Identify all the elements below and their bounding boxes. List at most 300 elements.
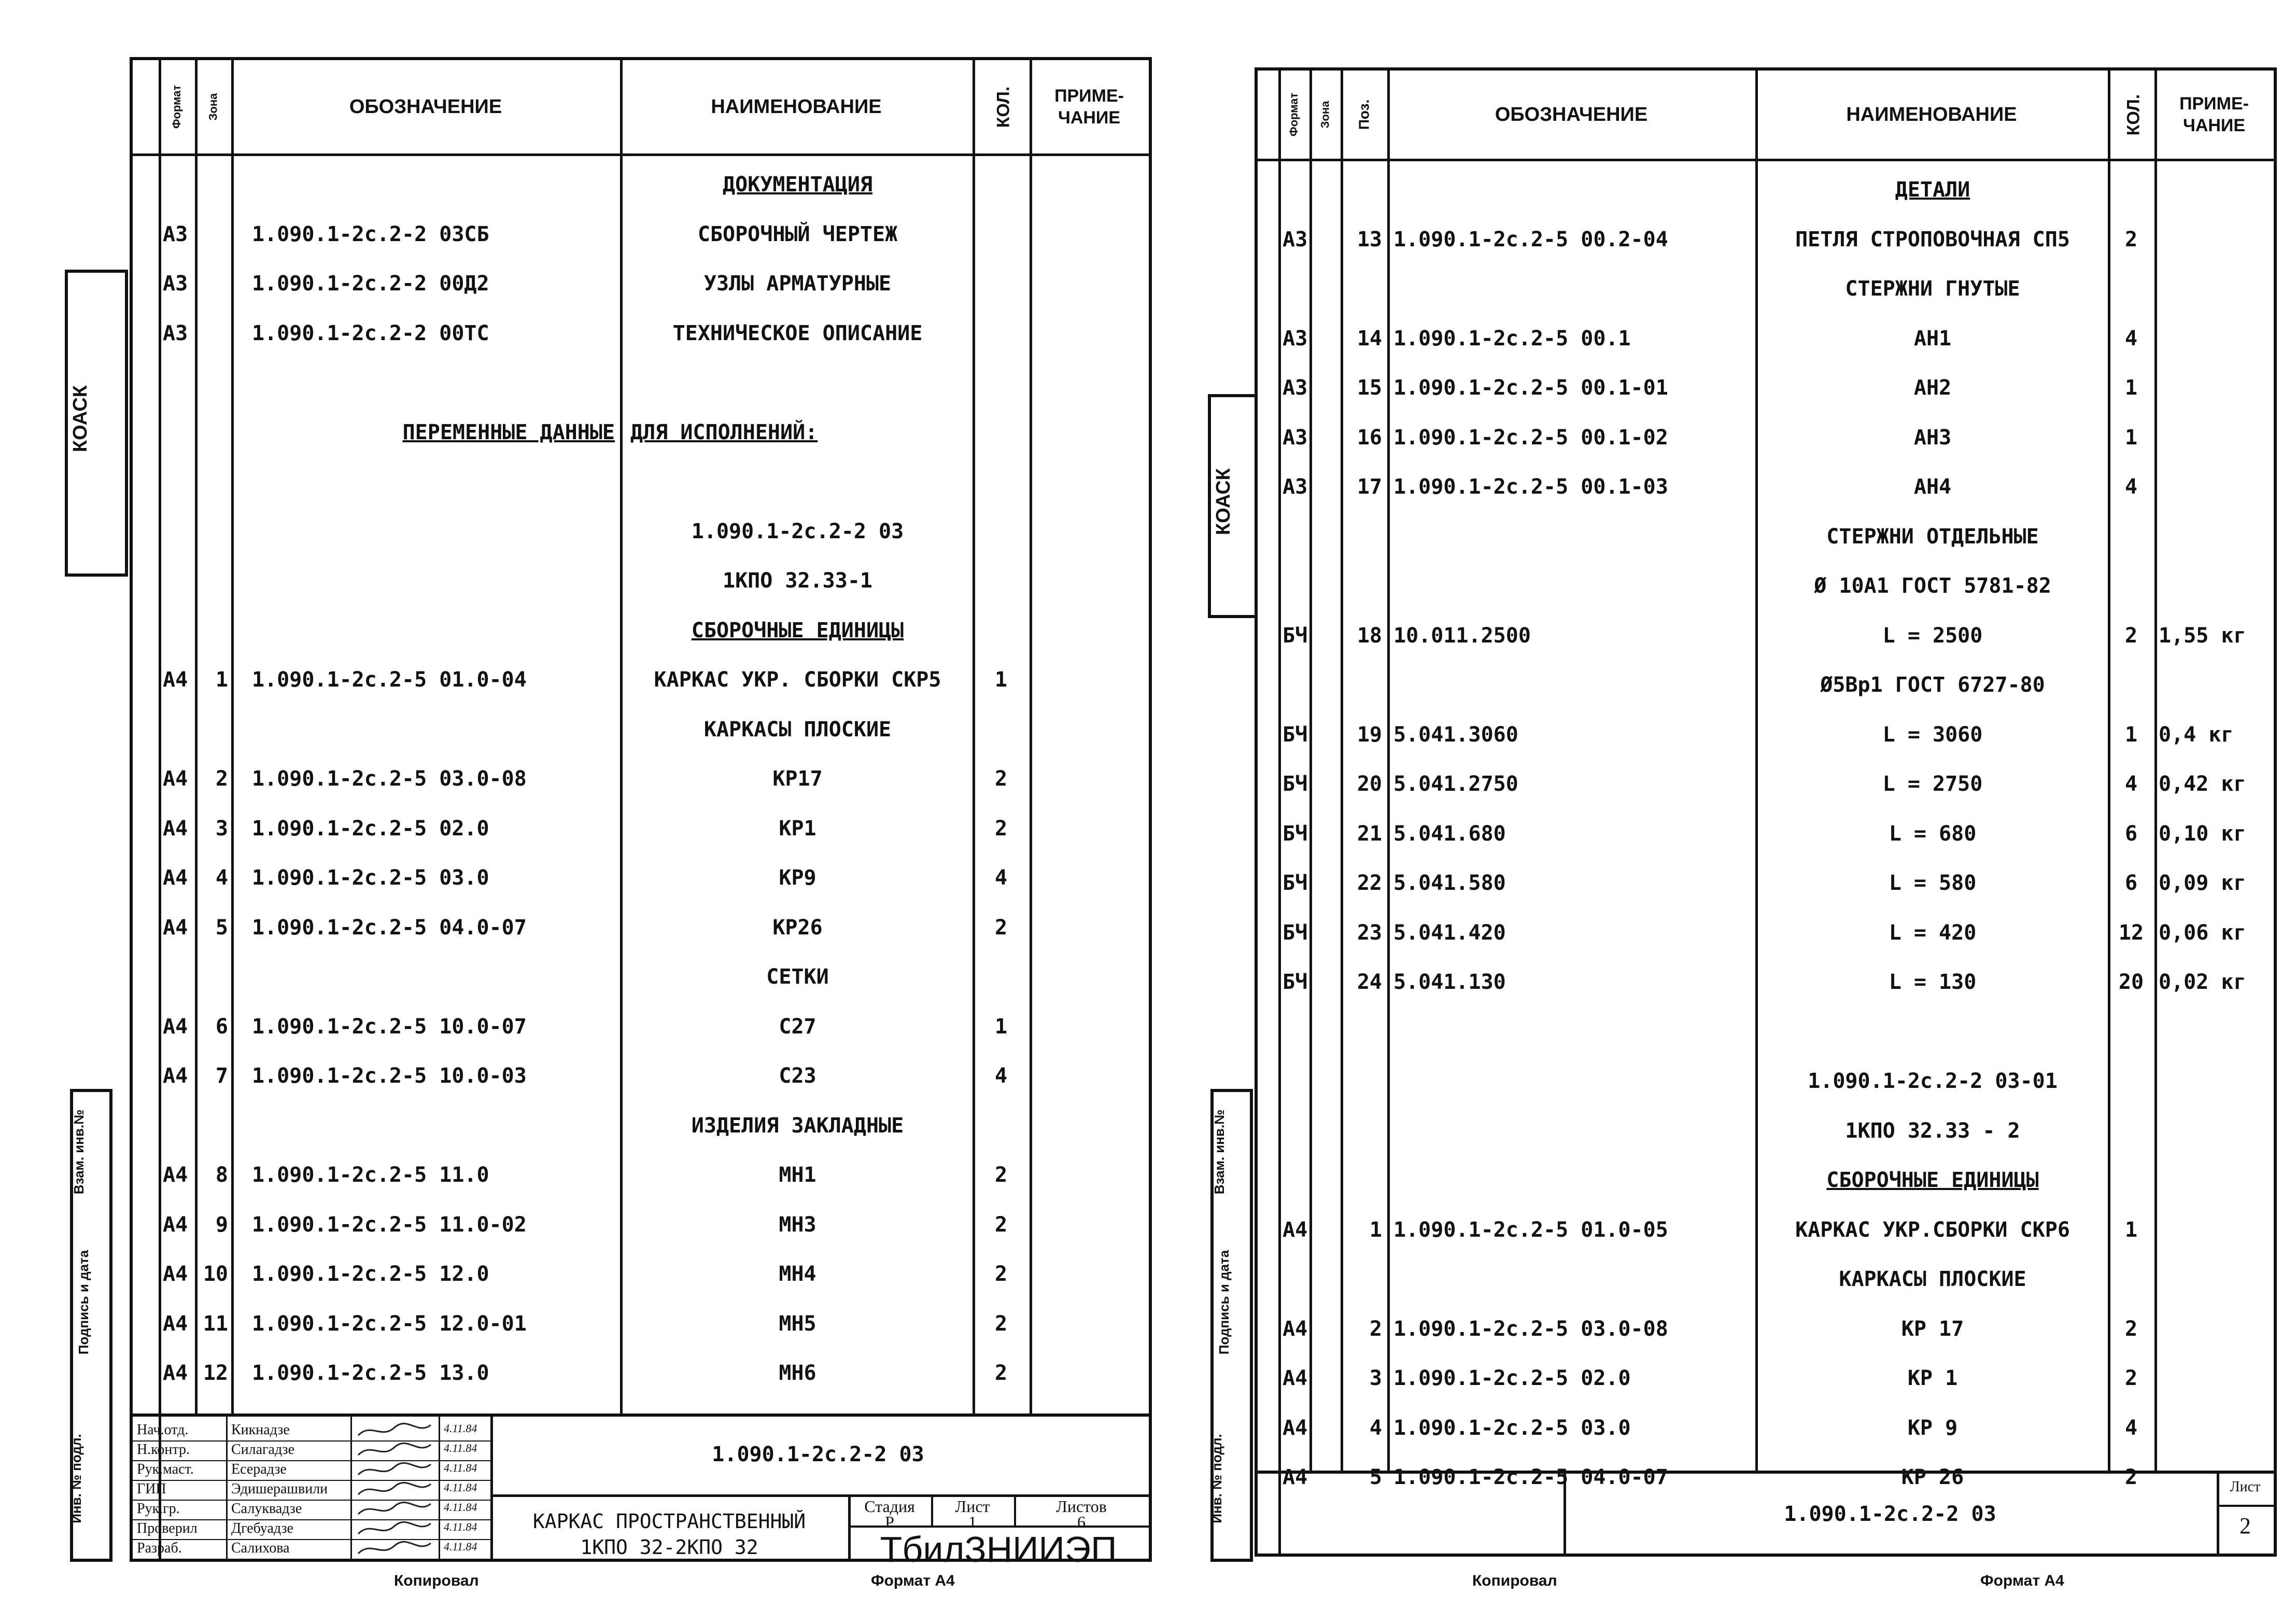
right-cell-pos: 4: [1369, 1416, 1382, 1440]
right-cell-note: 0,42 кг: [2159, 772, 2246, 796]
left-cell-name: МН3: [779, 1212, 816, 1237]
right-cell-note: 0,4 кг: [2159, 722, 2234, 747]
right-cell-qty: [2110, 1060, 2152, 1102]
left-stamp-sheet-label: Лист: [955, 1497, 990, 1516]
right-cell-fmt: [1283, 169, 1314, 211]
table-row: [133, 1105, 1149, 1146]
left-cell-code: 1.090.1-2с.2-5 12.0: [252, 1262, 489, 1286]
right-cell-fmt: БЧ: [1283, 970, 1308, 994]
table-row: [1258, 1060, 2274, 1102]
left-header-qty: КОЛ.: [993, 86, 1013, 128]
right-cell-code: 1.090.1-2с.2-5 01.0-05: [1393, 1218, 1668, 1242]
right-cell-fmt: [1283, 1060, 1314, 1102]
table-row: [133, 659, 1149, 701]
right-cell-name: АН4: [1913, 475, 1952, 499]
right-cell-code: [1393, 516, 1751, 557]
table-row: [133, 1055, 1149, 1097]
stamp-row-rule: [133, 1559, 490, 1560]
table-row: [133, 1006, 1149, 1047]
right-cell-pos: 3: [1369, 1366, 1382, 1390]
left-cell-qty: 2: [994, 1311, 1008, 1336]
right-cell-pos: 2: [1369, 1317, 1382, 1341]
stamp-person-role: Рук.гр.: [137, 1501, 180, 1517]
right-cell-fmt: [1283, 268, 1314, 310]
right-cell-qty: [2110, 664, 2152, 706]
left-cell-name: МН6: [779, 1361, 816, 1385]
stamp-person-name: Дгебуадзе: [231, 1520, 293, 1536]
right-cell-qty: 1: [2124, 722, 2138, 747]
left-cell-note: [1035, 1006, 1144, 1047]
stamp-person-role: Н.контр.: [137, 1442, 190, 1458]
right-cell-qty: 4: [2124, 326, 2138, 351]
right-cell-qty: 2: [2124, 227, 2138, 251]
right-cell-name: СБОРОЧНЫЕ ЕДИНИЦЫ: [1826, 1168, 2039, 1192]
table-row: [1258, 318, 2274, 359]
left-cell-fmt: А4: [163, 1064, 188, 1088]
left-cell-code: [252, 164, 615, 205]
right-cell-qty: [2110, 1011, 2152, 1053]
left-cell-fmt: А4: [163, 866, 188, 890]
right-cell-qty: 4: [2124, 475, 2138, 499]
left-side-koask-box: [65, 270, 128, 577]
right-cell-qty: 1: [2124, 376, 2138, 400]
left-cell-code: [252, 956, 615, 998]
left-cell-pos: [196, 610, 228, 651]
right-cell-note: [2159, 1258, 2270, 1300]
left-cell-qty: 2: [994, 816, 1008, 841]
left-cell-code: 1.090.1-2с.2-5 03.0: [252, 866, 489, 890]
right-cell-fmt: А3: [1283, 425, 1308, 450]
table-row: [133, 758, 1149, 800]
right-cell-pos: 14: [1357, 326, 1382, 351]
right-cell-fmt: А3: [1283, 326, 1308, 351]
right-sheet-frame: [1255, 67, 2277, 1557]
left-cell-name: КР9: [779, 866, 816, 890]
left-cell-fmt: А4: [163, 1163, 188, 1187]
table-row: [133, 808, 1149, 849]
right-cell-pos: [1314, 1011, 1382, 1053]
left-cell-pos: 8: [215, 1163, 228, 1187]
right-header-zone: Зона: [1318, 101, 1331, 129]
stamp-person-role: Разраб.: [137, 1540, 182, 1556]
left-cell-code: 1.090.1-2с.2-5 03.0-08: [252, 767, 527, 791]
right-cell-name: L = 420: [1889, 920, 1977, 945]
stamp-person-date: 4.11.84: [444, 1481, 477, 1494]
left-cell-code: ПЕРЕМЕННЫЕ ДАННЫЕ: [402, 420, 615, 444]
stamp-person-name: Силагадзе: [231, 1442, 295, 1458]
left-cell-code: 1.090.1-2с.2-5 11.0: [252, 1163, 489, 1187]
left-cell-name: МН1: [779, 1163, 816, 1187]
right-cell-fmt: А4: [1283, 1416, 1308, 1440]
right-cell-pos: 24: [1357, 970, 1382, 994]
left-cell-note: [1035, 1253, 1144, 1295]
left-cell-code: 1.090.1-2с.2-5 10.0-03: [252, 1064, 527, 1088]
left-cell-pos: [196, 263, 228, 304]
table-row: [1258, 862, 2274, 904]
table-row: [133, 263, 1149, 304]
right-cell-name: ДЕТАЛИ: [1895, 178, 1970, 202]
right-stamp-doc-code: 1.090.1-2с.2-2 03: [1784, 1502, 1996, 1526]
table-row: [133, 1204, 1149, 1246]
left-cell-fmt: А3: [163, 272, 188, 296]
right-cell-pos: 19: [1357, 722, 1382, 747]
right-footer-copied: Копировал: [1472, 1572, 1557, 1589]
right-cell-name: L = 2500: [1882, 623, 1983, 648]
right-cell-name: СТЕРЖНИ ГНУТЫЕ: [1845, 277, 2020, 301]
table-row: [133, 857, 1149, 899]
left-header-rule: [133, 153, 1149, 156]
right-cell-note: [2159, 268, 2270, 310]
stamp-col-rule: [439, 1417, 440, 1562]
table-row: [133, 313, 1149, 354]
right-cell-name: КР 26: [1901, 1465, 1964, 1489]
right-cell-name: 1.090.1-2с.2-2 03-01: [1808, 1069, 2058, 1093]
right-cell-note: [2159, 1407, 2270, 1449]
left-cell-note: [1035, 1352, 1144, 1394]
right-cell-qty: 2: [2124, 1317, 2138, 1341]
right-cell-note: [2159, 219, 2270, 260]
right-cell-fmt: [1283, 565, 1314, 607]
right-cell-code: 1.090.1-2с.2-5 03.0-08: [1393, 1317, 1668, 1341]
left-cell-code: [252, 709, 615, 750]
table-row: [1258, 268, 2274, 310]
left-cell-fmt: А3: [163, 222, 188, 246]
right-cell-pos: [1314, 268, 1382, 310]
right-cell-note: [2159, 1110, 2270, 1152]
table-row: [1258, 219, 2274, 260]
left-cell-code: [252, 362, 615, 403]
right-header-format: Формат: [1287, 92, 1301, 137]
left-cell-name: МН5: [779, 1311, 816, 1336]
left-cell-note: [1035, 164, 1144, 205]
right-cell-qty: 2: [2124, 1366, 2138, 1390]
right-cell-pos: [1314, 169, 1382, 211]
right-cell-fmt: [1283, 1110, 1314, 1152]
left-cell-pos: 11: [203, 1311, 228, 1336]
table-row: [133, 1352, 1149, 1394]
left-header-format: Формат: [170, 85, 184, 129]
right-header-note: ПРИМЕ- ЧАНИЕ: [2179, 94, 2249, 135]
left-cell-pos: [196, 164, 228, 205]
right-stamp-sheet: 2: [2239, 1513, 2251, 1538]
right-cell-note: 0,02 кг: [2159, 970, 2246, 994]
table-row: [1258, 516, 2274, 557]
right-cell-pos: 20: [1357, 772, 1382, 796]
left-cell-qty: 4: [994, 1064, 1008, 1088]
left-cell-note: [1035, 907, 1144, 948]
right-side-stamp-strip: [1210, 1089, 1253, 1562]
table-row: [1258, 1159, 2274, 1201]
left-stamp: [133, 1414, 1149, 1570]
right-cell-qty: [2110, 268, 2152, 310]
left-stamp-sheets-label: Листов: [1056, 1497, 1107, 1516]
table-row: [133, 907, 1149, 948]
right-cell-pos: 23: [1357, 920, 1382, 945]
right-cell-pos: [1314, 1060, 1382, 1102]
right-cell-pos: 1: [1369, 1218, 1382, 1242]
left-cell-pos: 6: [215, 1014, 228, 1039]
table-row: [1258, 1258, 2274, 1300]
left-cell-fmt: А4: [163, 1212, 188, 1237]
left-cell-qty: 1: [994, 668, 1008, 692]
left-cell-note: [1035, 956, 1144, 998]
table-row: [133, 362, 1149, 403]
right-cell-qty: 4: [2124, 1416, 2138, 1440]
table-row: [1258, 417, 2274, 458]
right-cell-name: КР 9: [1907, 1416, 1958, 1440]
left-cell-pos: 4: [215, 866, 228, 890]
left-cell-name: [625, 461, 970, 502]
right-cell-fmt: БЧ: [1283, 871, 1308, 895]
stamp-person-name: Есерадзе: [231, 1461, 287, 1477]
left-cell-note: [1035, 659, 1144, 701]
left-header-note: ПРИМЕ- ЧАНИЕ: [1054, 86, 1124, 128]
right-cell-name: L = 2750: [1882, 772, 1983, 796]
right-cell-fmt: [1283, 664, 1314, 706]
left-side-label-replace: Взам. инв.№: [71, 1109, 87, 1195]
stamp-person-date: 4.11.84: [444, 1442, 477, 1454]
right-cell-name: КАРКАС УКР.СБОРКИ СКР6: [1795, 1218, 2070, 1242]
right-cell-code: 1.090.1-2с.2-5 00.1: [1393, 326, 1631, 351]
table-row: [133, 1253, 1149, 1295]
left-stamp-stage-label: Стадия: [864, 1497, 915, 1516]
left-cell-pos: [196, 214, 228, 255]
left-cell-qty: [975, 610, 1027, 651]
table-row: [133, 214, 1149, 255]
left-cell-qty: [975, 313, 1027, 354]
right-cell-name: КАРКАСЫ ПЛОСКИЕ: [1839, 1267, 2026, 1291]
left-side-label-sign: Подпись и дата: [76, 1250, 92, 1355]
left-stamp-stage: Р: [885, 1513, 894, 1531]
left-cell-qty: [975, 412, 1027, 453]
stamp-col-rule: [226, 1417, 228, 1562]
right-cell-name: Ø5Вр1 ГОСТ 6727-80: [1820, 673, 2045, 697]
right-cell-code: 1.090.1-2с.2-5 00.2-04: [1393, 227, 1668, 251]
right-cell-pos: 18: [1357, 623, 1382, 648]
right-cell-code: [1393, 1110, 1751, 1152]
right-side-label: КОАСК: [1212, 468, 1234, 535]
right-cell-qty: 12: [2118, 920, 2144, 945]
left-cell-note: [1035, 461, 1144, 502]
right-cell-name: АН3: [1913, 425, 1952, 450]
right-cell-pos: [1314, 1110, 1382, 1152]
right-cell-note: [2159, 1358, 2270, 1399]
left-cell-note: [1035, 313, 1144, 354]
left-header-designation: ОБОЗНАЧЕНИЕ: [349, 95, 502, 118]
left-cell-code: [252, 610, 615, 651]
table-row: [1258, 615, 2274, 656]
right-cell-note: [2159, 1060, 2270, 1102]
left-cell-fmt: А4: [163, 1014, 188, 1039]
left-cell-fmt: А4: [163, 816, 188, 841]
right-header-rule: [1258, 159, 2274, 161]
right-cell-fmt: [1283, 1011, 1314, 1053]
table-row: [133, 709, 1149, 750]
right-header-pos: Поз.: [1356, 99, 1372, 130]
left-cell-qty: 2: [994, 1262, 1008, 1286]
right-cell-pos: [1314, 516, 1382, 557]
right-cell-code: [1393, 268, 1751, 310]
left-cell-name: ДОКУМЕНТАЦИЯ: [723, 173, 872, 197]
table-row: [1258, 1308, 2274, 1350]
right-cell-fmt: [1283, 516, 1314, 557]
right-cell-code: [1393, 1011, 1751, 1053]
left-stamp-org: ТбилЗНИИЭП: [880, 1529, 1117, 1570]
right-cell-note: 0,09 кг: [2159, 871, 2246, 895]
left-cell-fmt: А4: [163, 1262, 188, 1286]
right-cell-fmt: А4: [1283, 1317, 1308, 1341]
left-cell-qty: 4: [994, 866, 1008, 890]
left-stamp-sheet: 1: [968, 1513, 977, 1531]
left-cell-name: 1КПО 32.33-1: [723, 569, 872, 593]
stamp-person-name: Салихова: [231, 1540, 290, 1556]
table-row: [133, 1154, 1149, 1196]
left-cell-note: [1035, 1154, 1144, 1196]
right-cell-code: 1.090.1-2с.2-5 04.0-07: [1393, 1465, 1668, 1489]
left-cell-qty: [975, 263, 1027, 304]
left-cell-fmt: А4: [163, 1311, 188, 1336]
left-cell-name: ИЗДЕЛИЯ ЗАКЛАДНЫЕ: [691, 1113, 904, 1138]
right-cell-fmt: БЧ: [1283, 623, 1308, 648]
left-cell-note: [1035, 263, 1144, 304]
right-cell-qty: [2110, 1110, 2152, 1152]
right-header-qty: КОЛ.: [2123, 94, 2144, 135]
left-cell-note: [1035, 758, 1144, 800]
left-cell-qty: 2: [994, 915, 1008, 940]
right-cell-fmt: [1283, 1258, 1314, 1300]
left-cell-name: ТЕХНИЧЕСКОЕ ОПИСАНИЕ: [672, 321, 923, 345]
left-cell-name: МН4: [779, 1262, 816, 1286]
right-cell-name: L = 3060: [1882, 722, 1983, 747]
left-cell-fmt: А3: [163, 321, 188, 345]
right-cell-name: [1759, 1011, 2106, 1053]
right-cell-note: [2159, 516, 2270, 557]
right-cell-name: L = 680: [1889, 821, 1977, 846]
left-cell-note: [1035, 511, 1144, 552]
left-cell-code: 1.090.1-2с.2-5 04.0-07: [252, 915, 527, 940]
left-cell-qty: 2: [994, 767, 1008, 791]
right-cell-note: [2159, 466, 2270, 508]
right-cell-pos: 15: [1357, 376, 1382, 400]
right-cell-pos: 16: [1357, 425, 1382, 450]
right-cell-fmt: БЧ: [1283, 722, 1308, 747]
left-cell-name: ДЛЯ ИСПОЛНЕНИЙ:: [630, 420, 818, 444]
table-row: [1258, 912, 2274, 954]
right-cell-code: 1.090.1-2с.2-5 00.1-02: [1393, 425, 1668, 450]
left-cell-pos: [196, 362, 228, 403]
left-cell-name: СБОРОЧНЫЙ ЧЕРТЕЖ: [697, 222, 898, 246]
table-row: [1258, 1209, 2274, 1251]
left-cell-note: [1035, 1105, 1144, 1146]
table-row: [1258, 813, 2274, 855]
left-header-name: НАИМЕНОВАНИЕ: [711, 95, 882, 118]
right-cell-code: 10.011.2500: [1393, 623, 1531, 648]
left-cell-qty: [975, 709, 1027, 750]
table-row: [1258, 763, 2274, 805]
table-row: [133, 164, 1149, 205]
stamp-person-role: Нач.отд.: [137, 1422, 189, 1438]
right-cell-note: 0,10 кг: [2159, 821, 2246, 846]
table-row: [1258, 466, 2274, 508]
right-cell-qty: 20: [2118, 970, 2144, 994]
table-row: [1258, 565, 2274, 607]
left-cell-pos: 3: [215, 816, 228, 841]
right-cell-code: 5.041.130: [1393, 970, 1506, 994]
table-row: [133, 610, 1149, 651]
left-cell-name: КАРКАС УКР. СБОРКИ СКР5: [654, 668, 941, 692]
table-row: [1258, 1011, 2274, 1053]
stamp-person-name: Салуквадзе: [231, 1501, 302, 1517]
table-row: [1258, 1110, 2274, 1152]
left-cell-fmt: А4: [163, 767, 188, 791]
left-cell-pos: [196, 461, 228, 502]
right-cell-qty: [2110, 565, 2152, 607]
stamp-col-rule: [350, 1417, 352, 1562]
left-cell-qty: [975, 1105, 1027, 1146]
right-cell-pos: [1314, 664, 1382, 706]
table-row: [1258, 1358, 2274, 1399]
right-cell-note: [2159, 169, 2270, 211]
left-header-zone: Зона: [206, 93, 219, 121]
left-cell-qty: [975, 956, 1027, 998]
left-cell-note: [1035, 362, 1144, 403]
left-cell-qty: 1: [994, 1014, 1008, 1039]
right-cell-note: [2159, 664, 2270, 706]
right-cell-code: [1393, 1159, 1751, 1201]
left-cell-name: КР1: [779, 816, 816, 841]
right-cell-note: 1,55 кг: [2159, 623, 2246, 648]
left-cell-pos: [196, 1105, 228, 1146]
left-cell-pos: 12: [203, 1361, 228, 1385]
left-cell-code: 1.090.1-2с.2-5 11.0-02: [252, 1212, 527, 1237]
table-row: [1258, 664, 2274, 706]
left-cell-name: КР17: [772, 767, 823, 791]
right-cell-code: 5.041.2750: [1393, 772, 1518, 796]
right-cell-name: КР 1: [1907, 1366, 1958, 1390]
table-row: [133, 1303, 1149, 1345]
left-cell-name: С23: [779, 1064, 816, 1088]
right-cell-name: АН1: [1913, 326, 1952, 351]
table-row: [133, 956, 1149, 998]
stamp-person-date: 4.11.84: [444, 1461, 477, 1474]
left-cell-note: [1035, 1204, 1144, 1246]
right-cell-note: [2159, 318, 2270, 359]
left-stamp-title-2: 1КПО 32-2КПО 32: [580, 1536, 758, 1559]
left-side-stamp-strip: [70, 1089, 112, 1562]
right-cell-note: [2159, 417, 2270, 458]
right-cell-name: КР 17: [1901, 1317, 1964, 1341]
right-cell-fmt: БЧ: [1283, 772, 1308, 796]
table-row: [1258, 367, 2274, 409]
right-cell-code: 5.041.580: [1393, 871, 1506, 895]
right-cell-qty: 2: [2124, 623, 2138, 648]
left-cell-code: 1.090.1-2с.2-5 13.0: [252, 1361, 489, 1385]
left-cell-code: 1.090.1-2с.2-5 10.0-07: [252, 1014, 527, 1039]
left-cell-code: [252, 560, 615, 601]
right-cell-name: L = 580: [1889, 871, 1977, 895]
left-cell-pos: 2: [215, 767, 228, 791]
left-cell-pos: [196, 412, 228, 453]
right-cell-qty: [2110, 516, 2152, 557]
left-cell-qty: [975, 362, 1027, 403]
table-row: [133, 511, 1149, 552]
left-cell-qty: [975, 214, 1027, 255]
left-cell-code: 1.090.1-2с.2-2 03СБ: [252, 222, 489, 246]
stamp-person-date: 4.11.84: [444, 1540, 477, 1553]
left-cell-note: [1035, 412, 1144, 453]
left-cell-code: [252, 1105, 615, 1146]
right-cell-code: 1.090.1-2с.2-5 02.0: [1393, 1366, 1631, 1390]
